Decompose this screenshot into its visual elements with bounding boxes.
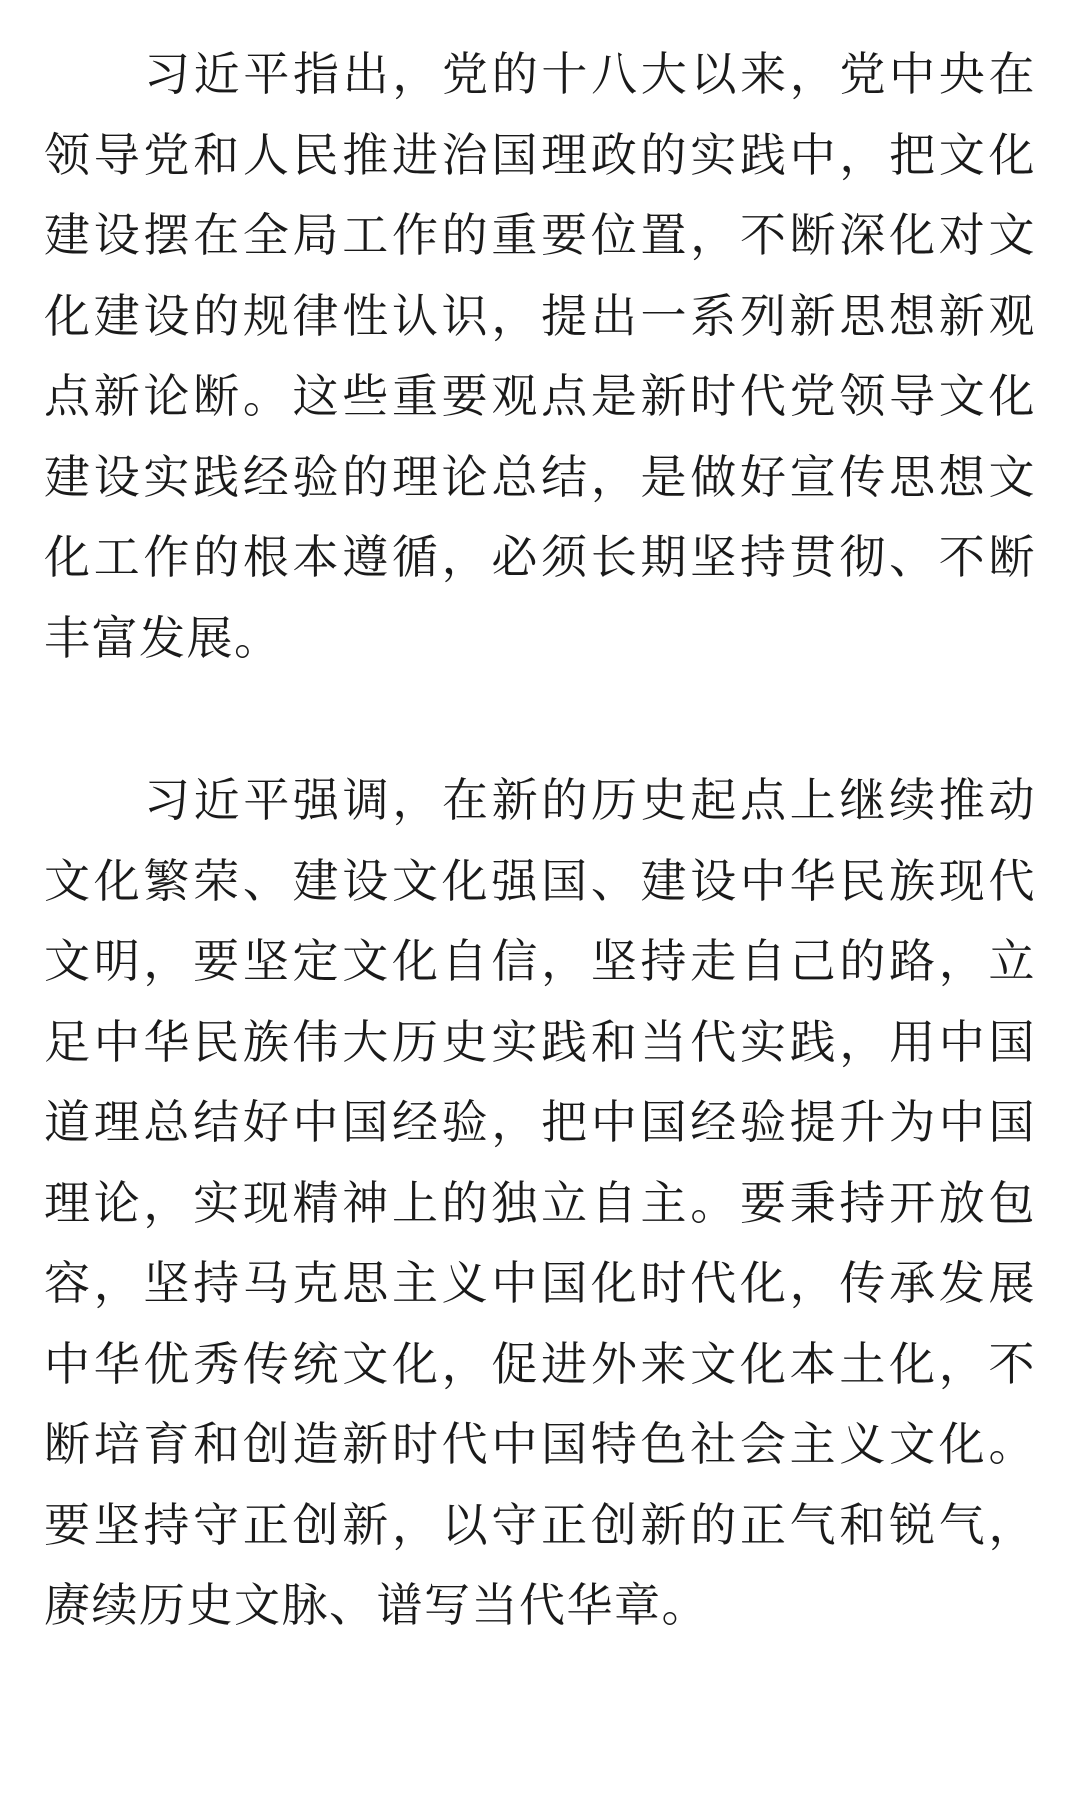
paragraph-1: 习近平指出，党的十八大以来，党中央在领导党和人民推进治国理政的实践中，把文化建设摆在全局工作的重要位置，不断深化对文化建设的规律性认识，提出一系列新思想新观点新论断。这些重要观点是新时代党领导文化建设实践经验的理论总结，是做好宣传思想文化工作的根本遵循，必须长期坚持贯彻、不断丰富发展。 [44, 47, 1036, 665]
paragraph-2: 习近平强调，在新的历史起点上继续推动文化繁荣、建设文化强国、建设中华民族现代文明，要坚定文化自信，坚持走自己的路，立足中华民族伟大历史实践和当代实践，用中国道理总结好中国经验，把中国经验提升为中国理论，实现精神上的独立自主。要秉持开放包容，坚持马克思主义中国化时代化，传承发展中华优秀传统文化，促进外来文化本土化，不断培育和创造新时代中国特色社会主义文化。要坚持守正创新，以守正创新的正气和锐气，赓续历史文脉、谱写当代华章。 [44, 773, 1036, 1632]
article-body [44, 34, 1036, 1646]
